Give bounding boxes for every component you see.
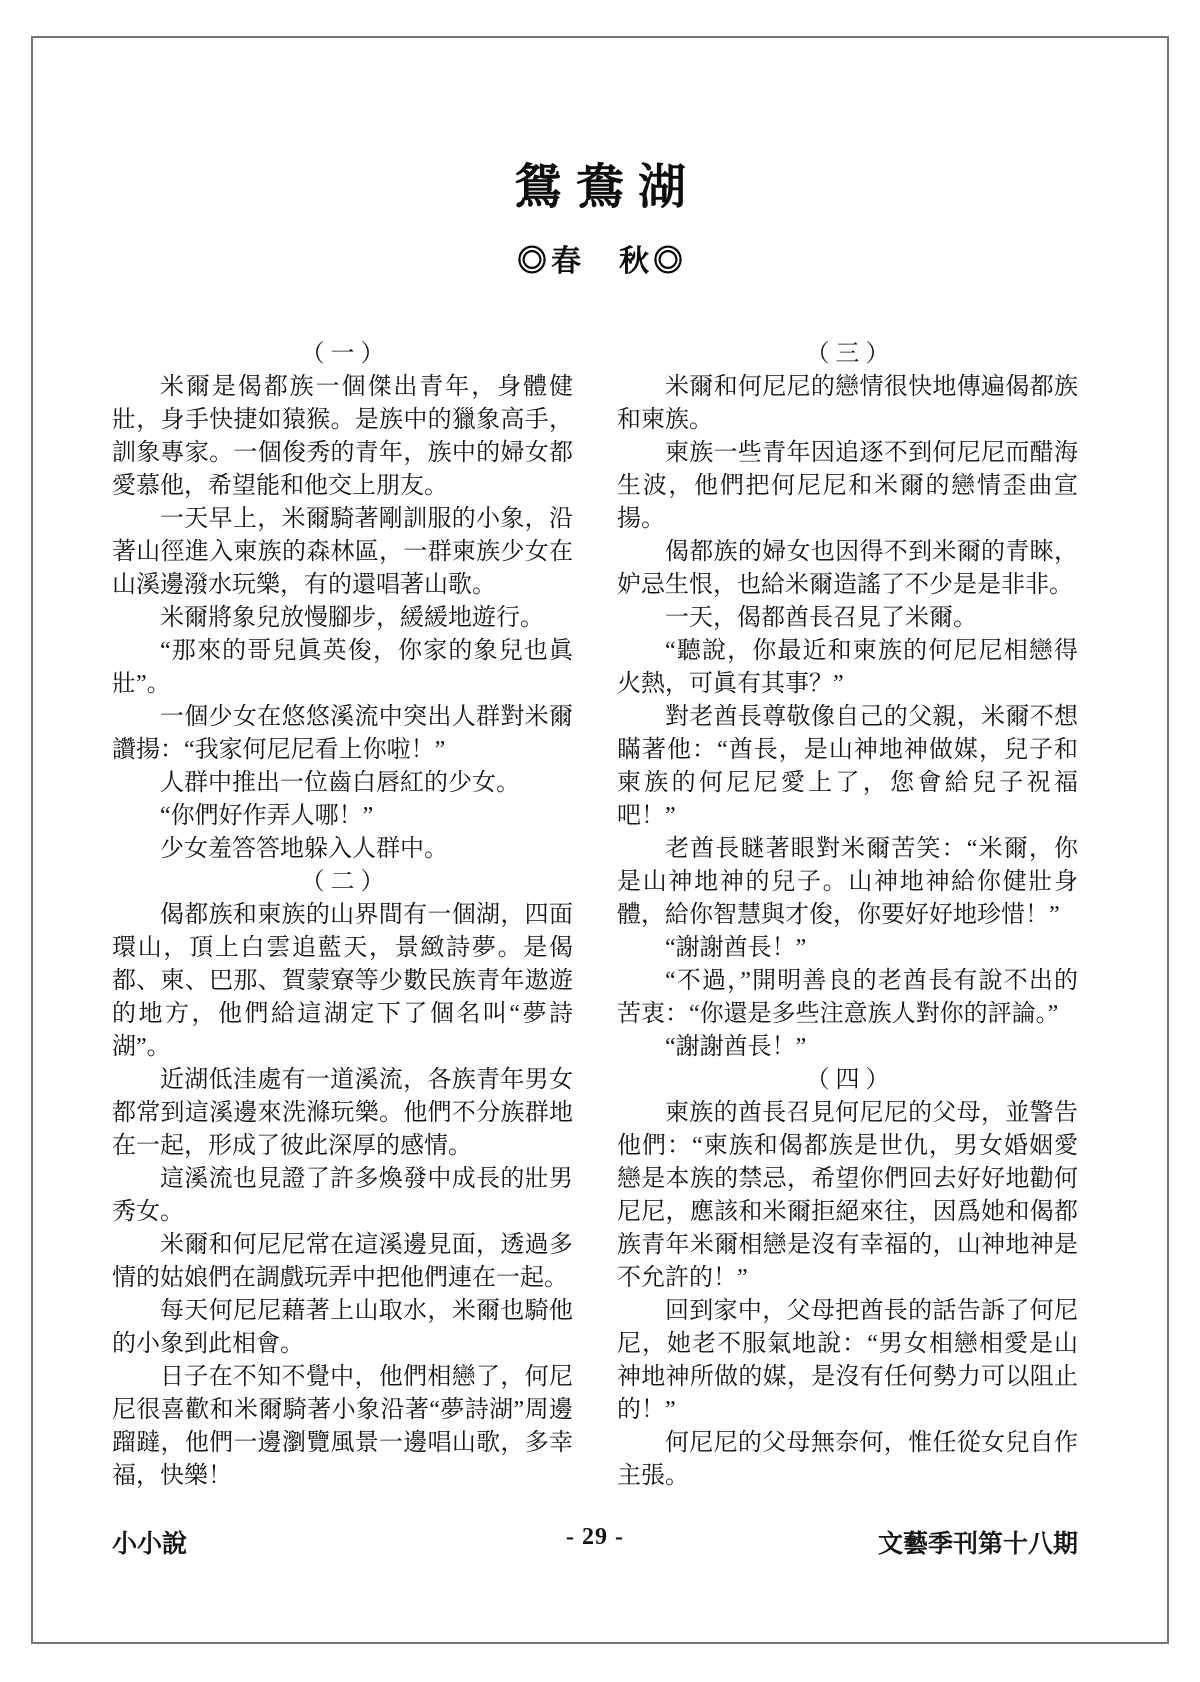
paragraph: “謝謝酋長！”	[665, 1034, 807, 1060]
paragraph: “謝謝酋長！”	[665, 935, 807, 961]
right-column	[617, 338, 1078, 1493]
section-heading: （二）	[300, 869, 391, 895]
paragraph: 近湖低洼處有一道溪流，各族青年男女都常到這溪邊來洗滌玩樂。他們不分族群地在一起，形成了彼此深厚的感情。	[112, 1067, 573, 1159]
footer-page-number: - 29 -	[566, 1524, 624, 1550]
paragraph: 柬族一些青年因追逐不到何尼尼而醋海生波，他們把何尼尼和米爾的戀情歪曲宣揚。	[617, 440, 1078, 532]
paragraph: 偈都族的婦女也因得不到米爾的青睞，妒忌生恨，也給米爾造謠了不少是是非非。	[617, 539, 1078, 598]
paragraph: “你們好作弄人哪！”	[160, 803, 374, 829]
paragraph: 一天，偈都酋長召見了米爾。	[665, 605, 977, 631]
paragraph: 這溪流也見證了許多煥發中成長的壯男秀女。	[112, 1166, 573, 1225]
paragraph: 老酋長瞇著眼對米爾苦笑：“米爾，你是山神地神的兒子。山神地神給你健壯身體，給你智慧與才俊，你要好好地珍惜！”	[617, 836, 1078, 928]
paragraph: 人群中推出一位齒白唇紅的少女。	[160, 770, 520, 796]
paragraph: 對老酋長尊敬像自己的父親，米爾不想瞞著他：“酋長，是山神地神做媒，兒子和柬族的何尼尼愛上了，您會給兒子祝福吧！”	[617, 704, 1078, 829]
article-title: 鴛鴦湖	[513, 161, 700, 214]
paragraph: 米爾和何尼尼的戀情很快地傳遍偈都族和柬族。	[617, 374, 1078, 433]
page-footer	[112, 1524, 1078, 1558]
paragraph: 偈都族和柬族的山界間有一個湖，四面環山，頂上白雲追藍天，景緻詩夢。是偈都、柬、巴那、賀蒙寮等少數民族青年遨遊的地方，他們給這湖定下了個名叫“夢詩湖”。	[112, 902, 573, 1060]
section-heading: （一）	[300, 341, 391, 367]
paragraph: 米爾和何尼尼常在這溪邊見面，透過多情的姑娘們在調戲玩弄中把他們連在一起。	[112, 1232, 573, 1291]
paragraph: 米爾將象兒放慢腳步，緩緩地遊行。	[160, 605, 544, 631]
paragraph: “那來的哥兒眞英俊，你家的象兒也眞壯”。	[112, 638, 573, 697]
paragraph: 柬族的酋長召見何尼尼的父母，並警告他們：“柬族和偈都族是世仇，男女婚姻愛戀是本族的禁忌，希望你們回去好好地勸何尼尼，應該和米爾拒絕來往，因爲她和偈都族青年米爾相戀是沒有幸福的，山神地神是不允許的！”	[617, 1100, 1078, 1291]
article-body	[112, 338, 1078, 1493]
left-column	[112, 338, 573, 1493]
paragraph: 每天何尼尼藉著上山取水，米爾也騎他的小象到此相會。	[112, 1298, 573, 1357]
footer-journal-issue: 文藝季刊第十八期	[877, 1530, 1078, 1558]
paragraph: “不過，”開明善良的老酋長有說不出的苦衷：“你還是多些注意族人對你的評論。”	[617, 968, 1078, 1027]
author-byline: ◎春 秋◎	[517, 245, 687, 278]
section-heading: （三）	[805, 341, 896, 367]
paragraph: 日子在不知不覺中，他們相戀了，何尼尼很喜歡和米爾騎著小象沿著“夢詩湖”周邊蹓躂，他們一邊瀏覽風景一邊唱山歌，多幸福，快樂！	[112, 1364, 573, 1489]
paragraph: 回到家中，父母把酋長的話告訴了何尼尼，她老不服氣地說：“男女相戀相愛是山神地神所做的媒，是沒有任何勢力可以阻止的！”	[617, 1298, 1078, 1423]
footer-section-label: 小小說	[112, 1530, 188, 1558]
paragraph: 一天早上，米爾騎著剛訓服的小象，沿著山徑進入柬族的森林區，一群柬族少女在山溪邊潑水玩樂，有的還唱著山歌。	[112, 506, 573, 598]
paragraph: 米爾是偈都族一個傑出青年，身體健壯，身手快捷如猿猴。是族中的獵象高手，訓象專家。一個俊秀的青年，族中的婦女都愛慕他，希望能和他交上朋友。	[112, 374, 573, 499]
paragraph: 何尼尼的父母無奈何，惟任從女兒自作主張。	[617, 1430, 1078, 1489]
section-heading: （四）	[805, 1067, 896, 1093]
paragraph: 一個少女在悠悠溪流中突出人群對米爾讚揚：“我家何尼尼看上你啦！”	[112, 704, 573, 763]
paragraph: “聽說，你最近和柬族的何尼尼相戀得火熱，可眞有其事？”	[617, 638, 1078, 697]
paragraph: 少女羞答答地躲入人群中。	[160, 836, 448, 862]
